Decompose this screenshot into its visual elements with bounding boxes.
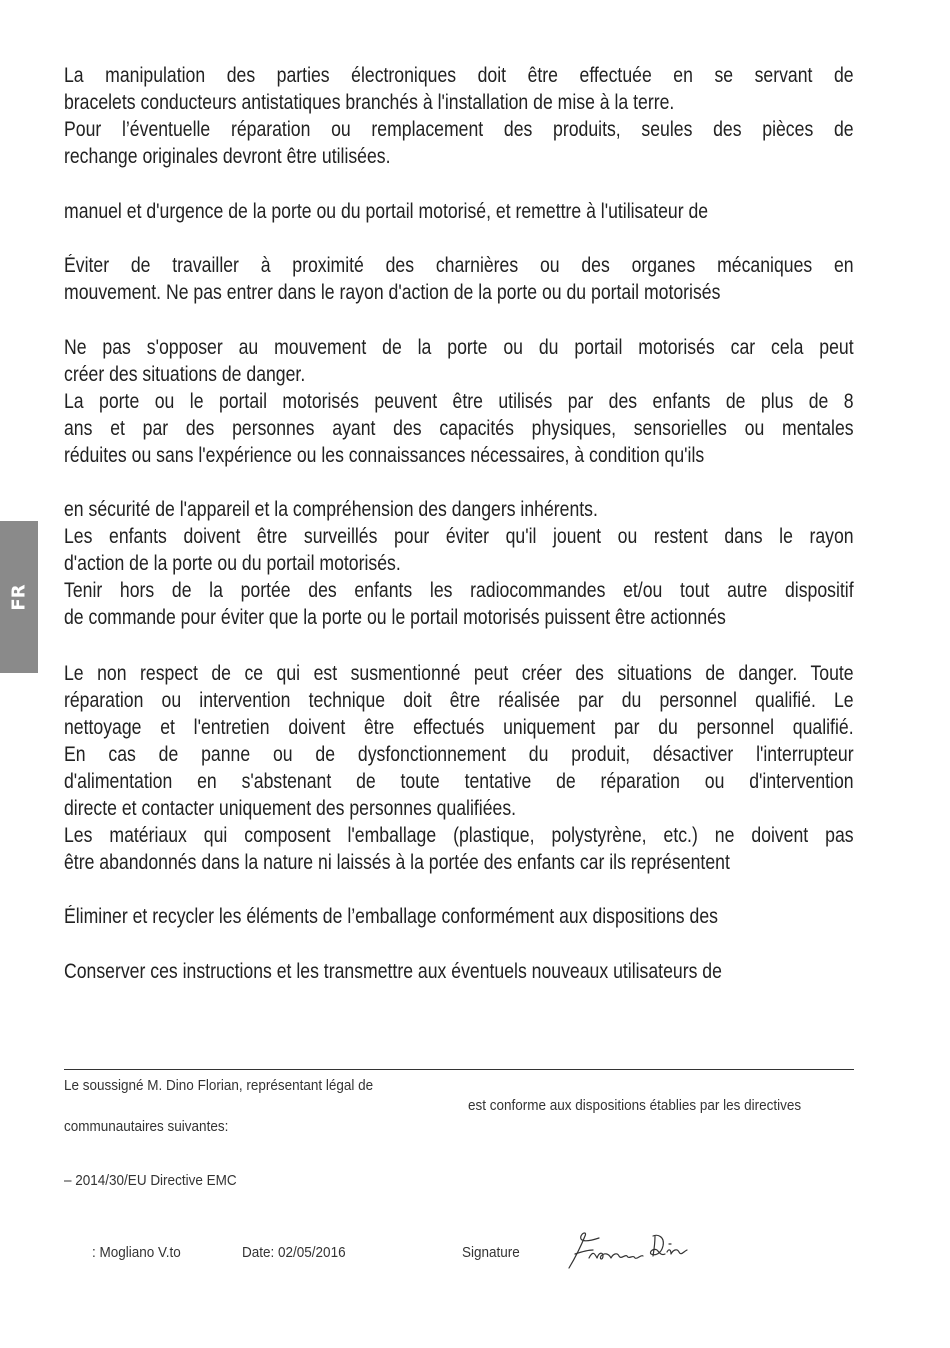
text-line: manuel et d'urgence de la porte ou du portail motorisé, et remettre à l'utilisateur de	[64, 200, 709, 223]
warning-paragraph	[64, 903, 728, 930]
handwritten-signature	[565, 1228, 690, 1278]
declaration-line-right: est conforme aux dispositions établies par les directives	[468, 1097, 802, 1114]
warning-paragraph	[64, 958, 728, 985]
warning-paragraph	[64, 252, 854, 306]
text-line: Le non respect de ce qui est susmentionné peut créer des situations de danger. Toute	[64, 662, 854, 685]
warning-paragraph	[64, 198, 728, 225]
text-line: réparation ou intervention technique doit être réalisée par du personnel qualifié. Le	[64, 689, 854, 712]
warning-paragraph	[64, 660, 854, 876]
text-line: créer des situations de danger.	[64, 363, 306, 386]
text-line: Éliminer et recycler les éléments de l’emballage conformément aux dispositions des	[64, 905, 718, 928]
warning-paragraph	[64, 496, 854, 631]
text-line: Tenir hors de la portée des enfants les radiocommandes et/ou tout autre dispositif	[64, 579, 854, 602]
place-field: : Mogliano V.to	[92, 1244, 181, 1261]
text-line: réduites ou sans l'expérience ou les connaissances nécessaires, à condition qu'ils	[64, 444, 705, 467]
date-field: Date: 02/05/2016	[242, 1244, 346, 1261]
text-line: La porte ou le portail motorisés peuvent être utilisés par des enfants de plus de 8	[64, 390, 854, 413]
section-divider	[64, 1069, 854, 1070]
text-line: rechange originales devront être utilisées.	[64, 145, 391, 168]
text-line: d'alimentation en s'abstenant de toute tentative de réparation ou d'intervention	[64, 770, 854, 793]
text-line: en sécurité de l'appareil et la compréhension des dangers inhérents.	[64, 498, 598, 521]
text-line: d'action de la porte ou du portail motorisés.	[64, 552, 401, 575]
text-line: La manipulation des parties électroniques doit être effectuée en se servant de	[64, 64, 854, 87]
text-line: être abandonnés dans la nature ni laissés à la portée des enfants car ils représentent	[64, 851, 730, 874]
text-line: Conserver ces instructions et les transmettre aux éventuels nouveaux utilisateurs de	[64, 960, 722, 983]
language-tab-label: FR	[8, 583, 30, 611]
text-line: de commande pour éviter que la porte ou le portail motorisés puissent être actionnés	[64, 606, 726, 629]
declaration-line: Le soussigné M. Dino Florian, représentant légal de	[64, 1077, 374, 1094]
text-line: Ne pas s'opposer au mouvement de la porte ou du portail motorisés car cela peut	[64, 336, 854, 359]
text-line: directe et contacter uniquement des personnes qualifiées.	[64, 797, 517, 820]
warning-paragraph	[64, 62, 854, 170]
text-line: bracelets conducteurs antistatiques branchés à l'installation de mise à la terre.	[64, 91, 675, 114]
warning-paragraph	[64, 334, 854, 469]
directive-reference: – 2014/30/EU Directive EMC	[64, 1172, 237, 1189]
text-line: mouvement. Ne pas entrer dans le rayon d'action de la porte ou du portail motorisés	[64, 281, 721, 304]
text-line: En cas de panne ou de dysfonctionnement du produit, désactiver l'interrupteur	[64, 743, 854, 766]
text-line: Les matériaux qui composent l'emballage (plastique, polystyrène, etc.) ne doivent pas	[64, 824, 854, 847]
language-tab	[0, 521, 38, 673]
text-line: Éviter de travailler à proximité des charnières ou des organes mécaniques en	[64, 254, 854, 277]
text-line: nettoyage et l'entretien doivent être effectués uniquement par du personnel qualifié.	[64, 716, 854, 739]
signature-label: Signature	[462, 1244, 520, 1261]
text-line: ans et par des personnes ayant des capacités physiques, sensorielles ou mentales	[64, 417, 854, 440]
declaration-line: communautaires suivantes:	[64, 1118, 229, 1135]
text-line: Pour l’éventuelle réparation ou remplacement des produits, seules des pièces de	[64, 118, 854, 141]
text-line: Les enfants doivent être surveillés pour éviter qu'il jouent ou restent dans le rayon	[64, 525, 854, 548]
